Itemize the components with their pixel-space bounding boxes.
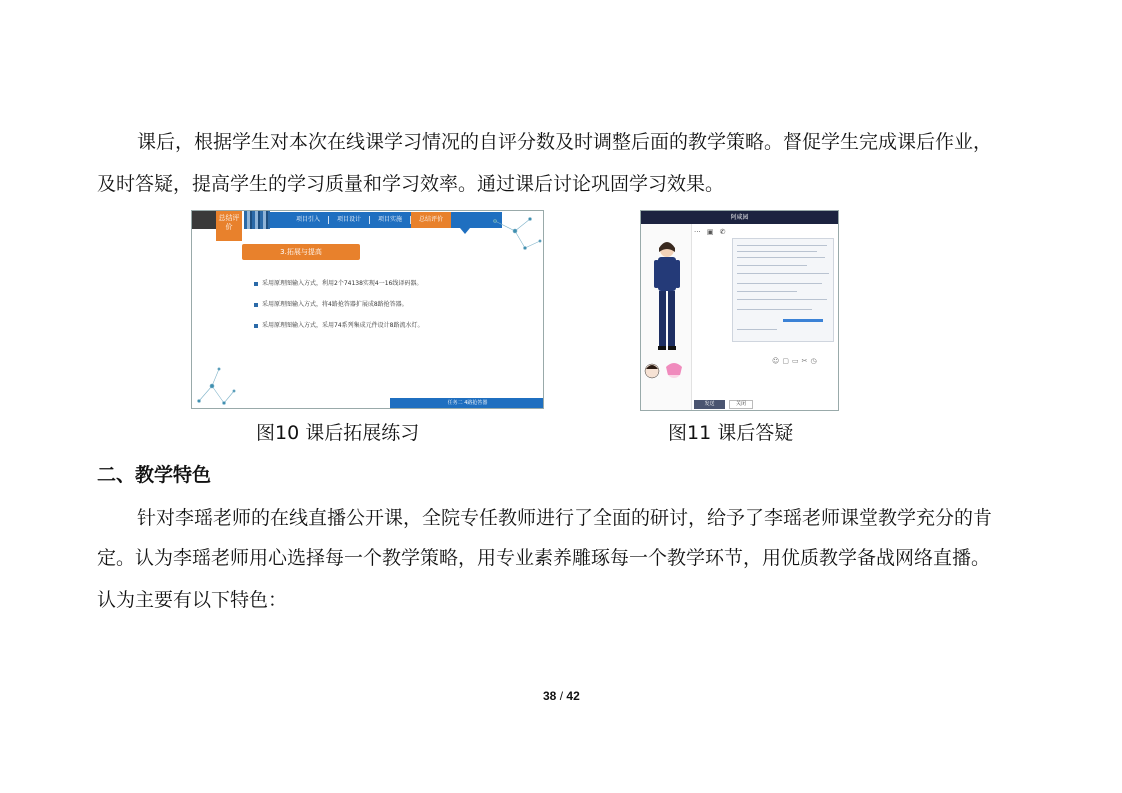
paragraph-1-line-2: 及时答疑，提高学生的学习质量和学习效率。通过课后讨论巩固学习效果。 xyxy=(97,173,725,195)
slide-nav-item: 项目实施 xyxy=(370,216,411,224)
page-number xyxy=(543,689,580,703)
page-current: 38 xyxy=(543,689,557,703)
figure-10-slide-image xyxy=(191,210,544,409)
figure-11-caption: 图11 课后答疑 xyxy=(668,422,794,444)
slide-stripe-decoration xyxy=(244,211,270,229)
paragraph-2-line-3: 认为主要有以下特色： xyxy=(97,589,288,611)
teacher-avatar-figure xyxy=(645,238,695,358)
shared-screenshot xyxy=(732,238,834,342)
section-heading: 二、教学特色 xyxy=(97,464,212,486)
bullet-square-icon xyxy=(254,282,258,286)
slide-nav-indicator-icon xyxy=(460,228,470,234)
close-button[interactable]: 关闭 xyxy=(729,400,753,409)
slide-nav-item-active: 总结评价 xyxy=(411,212,451,228)
slide-section-tag: 总结评价 xyxy=(216,211,242,241)
figure-10-caption: 图10 课后拓展练习 xyxy=(256,422,420,444)
chat-toolbar xyxy=(694,228,726,236)
network-decoration-bottom-left xyxy=(194,361,239,409)
paragraph-2-line-2: 定。认为李瑶老师用心选择每一个教学策略，用专业素养雕琢每一个教学环节，用优质教学备战网络直播。 xyxy=(97,547,991,569)
slide-bullet xyxy=(254,320,423,329)
slide-nav-item: 项目引入 xyxy=(288,216,329,224)
chat-contact-panel xyxy=(641,224,692,411)
slide-bullet-text: 采用原理图输入方式，将4路抢答器扩展成8路抢答器。 xyxy=(262,301,408,308)
phone-icon[interactable]: ✆ xyxy=(719,228,726,236)
image-icon[interactable]: ▢ xyxy=(782,357,792,365)
slide-bullet-text: 采用原理图输入方式，采用74系列集成元件设计8路流水灯。 xyxy=(262,322,424,329)
slide-bullet-text: 采用原理图输入方式，利用2个74138实现4一16线译码器。 xyxy=(262,280,423,287)
page-total: 42 xyxy=(566,689,580,703)
send-button[interactable]: 发送 xyxy=(694,400,725,409)
scissors-icon[interactable]: ✂ xyxy=(801,357,811,365)
page-separator: / xyxy=(559,689,564,703)
emoji-icon[interactable]: ☺ xyxy=(772,357,783,365)
bullet-square-icon xyxy=(254,303,258,307)
slide-navbar xyxy=(270,212,502,228)
slide-section-button: 3.拓展与提高 xyxy=(242,244,360,260)
slide-bullet xyxy=(254,278,422,287)
paragraph-1-line-1: 课后，根据学生对本次在线课学习情况的自评分数及时调整后面的教学策略。督促学生完成课后作业， xyxy=(137,131,993,153)
network-decoration-top-right xyxy=(490,213,544,263)
figure-11-chat-image xyxy=(640,210,839,411)
more-icon[interactable]: ··· xyxy=(694,228,701,236)
chat-input-toolbar xyxy=(772,357,820,365)
student-avatar-icons xyxy=(644,361,694,383)
slide-bullet xyxy=(254,299,408,308)
slide-footer: 任务二 4路抢答器 xyxy=(390,398,544,408)
screenshot-highlight xyxy=(783,319,823,322)
history-icon[interactable]: ◷ xyxy=(810,357,820,365)
video-icon[interactable]: ▣ xyxy=(706,228,714,236)
chat-message-area xyxy=(692,224,839,411)
paragraph-2-line-1: 针对李瑶老师的在线直播公开课，全院专任教师进行了全面的研讨，给予了李瑶老师课堂教学充分的肯 xyxy=(137,507,993,529)
folder-icon[interactable]: ▭ xyxy=(791,357,802,365)
chat-titlebar: 阿咸园 xyxy=(641,211,838,224)
bullet-square-icon xyxy=(254,324,258,328)
slide-nav-item: 项目设计 xyxy=(329,216,370,224)
